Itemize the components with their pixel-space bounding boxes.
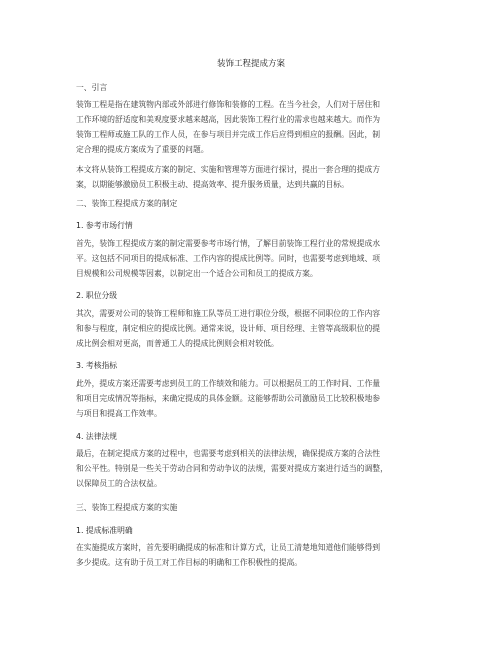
paragraph-line: 装饰工程是指在建筑物内部或外部进行修饰和装修的工程。在当今社会，人们对于居住和: [76, 100, 381, 109]
intro-paragraph-2: [76, 162, 436, 192]
paragraph-line: 定合理的提成方案成为了重要的问题。: [76, 145, 209, 154]
paragraph-line: 最后，在制定提成方案的过程中，也需要考虑到相关的法律法规，确保提成方案的合法性: [76, 449, 381, 458]
subsection-title-market: 1. 参考市场行情: [76, 221, 133, 230]
paragraph-line: 工作环境的舒适度和美观度要求越来越高，因此装饰工程行业的需求也越来越大。而作为: [76, 115, 381, 124]
paragraph-line: 其次，需要对公司的装饰工程师和施工队等员工进行职位分级，根据不同职位的工作内容: [76, 309, 381, 318]
paragraph-line: 和公平性。特别是一些关于劳动合同和劳动争议的法规，需要对提成方案进行适当的调整，: [76, 464, 388, 473]
paragraph-assessment: [76, 376, 436, 421]
subsection-title-grading: 2. 职位分级: [76, 291, 118, 300]
paragraph-line: 目规模和公司规模等因素，以制定出一个适合公司和员工的提成方案。: [76, 269, 318, 278]
section-heading-implementation: 三、装饰工程提成方案的实施: [76, 503, 178, 512]
paragraph-line: 以保障员工的合法权益。: [76, 479, 162, 488]
subsection-title-law: 4. 法律法规: [76, 432, 118, 441]
document-title: 装饰工程提成方案: [216, 59, 285, 69]
paragraph-law: [76, 446, 436, 491]
paragraph-line: 多少提成。这有助于员工对工作目标的明确和工作积极性的提高。: [76, 558, 303, 567]
paragraph-standard: [76, 540, 436, 570]
paragraph-line: 首先，装饰工程提成方案的制定需要参考市场行情，了解目前装饰工程行业的常规提成水: [76, 239, 381, 248]
section-heading-intro: 一、引言: [76, 83, 108, 92]
paragraph-line: 案，以期能够激励员工积极主动、提高效率、提升服务质量，达到共赢的目标。: [76, 180, 349, 189]
subsection-title-assessment: 3. 考核指标: [76, 361, 118, 370]
paragraph-line: 平。这包括不同项目的提成标准、工作内容的提成比例等。同时，也需要考虑到地域、项: [76, 254, 381, 263]
paragraph-line: 和参与程度，制定相应的提成比例。通常来说，设计师、项目经理、主管等高级职位的提: [76, 324, 381, 333]
subsection-title-standard: 1. 提成标准明确: [76, 526, 133, 535]
paragraph-line: 此外，提成方案还需要考虑到员工的工作绩效和能力。可以根据员工的工作时间、工作量: [76, 379, 381, 388]
paragraph-line: 在实施提成方案时，首先要明确提成的标准和计算方式，让员工清楚地知道他们能够得到: [76, 543, 381, 552]
paragraph-line: 装饰工程师或施工队的工作人员，在参与项目并完成工作后应得到相应的报酬。因此，制: [76, 130, 381, 139]
intro-paragraph-1: [76, 97, 436, 157]
paragraph-line: 本文将从装饰工程提成方案的制定、实施和管理等方面进行探讨，提出一套合理的提成方: [76, 165, 381, 174]
paragraph-line: 和项目完成情况等指标，来确定提成的具体金额。这能够帮助公司激励员工比较积极地参: [76, 394, 381, 403]
section-heading-design: 二、装饰工程提成方案的制定: [76, 199, 178, 208]
paragraph-line: 与项目和提高工作效率。: [76, 409, 162, 418]
paragraph-market: [76, 236, 436, 281]
paragraph-line: 成比例会相对更高，而普通工人的提成比例则会相对较低。: [76, 339, 279, 348]
paragraph-grading: [76, 306, 436, 351]
